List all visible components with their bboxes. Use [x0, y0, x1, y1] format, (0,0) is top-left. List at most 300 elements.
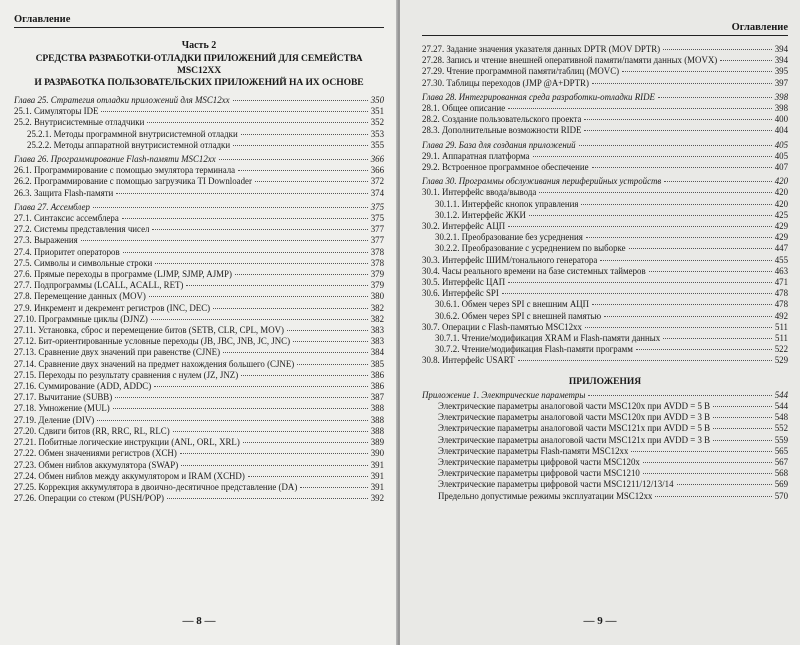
toc-entry-title: Глава 28. Интегрированная среда разработки-отладки RIDE	[422, 91, 655, 102]
dot-leader	[149, 296, 368, 297]
toc-entry-title: 27.14. Сравнение двух значений на предмет нахождения большего (CJNE)	[14, 358, 295, 369]
toc-entry-title: 27.15. Переходы по результату сравнения с нулем (JZ, JNZ)	[14, 369, 239, 380]
toc-entry-title: 30.6.2. Обмен через SPI с внешней памятью	[435, 310, 602, 321]
toc-entry	[14, 188, 384, 199]
toc-entry	[14, 165, 384, 176]
dot-leader	[713, 417, 772, 418]
toc-entry-title: 27.23. Обмен ниблов аккумулятора (SWAP)	[14, 459, 179, 470]
toc-entry	[422, 435, 788, 446]
toc-entry-page: 397	[774, 77, 788, 88]
toc-entry-page: 375	[370, 213, 384, 224]
dot-leader	[518, 360, 772, 361]
toc-entry	[14, 325, 384, 336]
toc-entry-page: 391	[370, 481, 384, 492]
toc-entry	[14, 460, 384, 471]
toc-entry-title: 28.3. Дополнительные возможности RIDE	[422, 125, 582, 136]
toc-entry	[422, 344, 788, 355]
toc-entry-page: 478	[774, 288, 788, 299]
toc-entry-title: 30.7. Операции с Flash-памятью MSC12xx	[422, 321, 582, 332]
toc-chapter-entry	[422, 176, 788, 187]
toc-entry-title: 26.1. Программирование с помощью эмулятора терминала	[14, 165, 236, 176]
toc-chapter-entry	[14, 202, 384, 213]
toc-entry	[422, 288, 788, 299]
dot-leader	[241, 375, 368, 376]
toc-entry-title: 27.6. Прямые переходы в программе (LJMP, SJMP, AJMP)	[14, 269, 232, 280]
toc-entry-title: 30.6. Интерфейс SPI	[422, 288, 499, 299]
toc-entry	[14, 269, 384, 280]
dot-leader	[604, 316, 772, 317]
toc-entry-title: 27.3. Выражения	[14, 235, 78, 246]
appendix-list	[422, 390, 788, 502]
right-page	[400, 0, 800, 645]
toc-entry	[14, 471, 384, 482]
toc-entry-title: Электрические параметры аналоговой части MSC121x при AVDD = 3 В	[438, 434, 711, 445]
toc-entry-title: 27.13. Сравнение двух значений при равенстве (CJNE)	[14, 347, 221, 358]
toc-entry-page: 492	[774, 310, 788, 321]
toc-entry-page: 351	[370, 106, 384, 117]
toc-entry	[422, 187, 788, 198]
dot-leader	[592, 83, 772, 84]
toc-entry-page: 388	[370, 414, 384, 425]
toc-entry-page: 569	[774, 479, 788, 490]
toc-entry	[422, 125, 788, 136]
toc-entry-title: 27.10. Программные циклы (DJNZ)	[14, 313, 148, 324]
toc-entry	[422, 491, 788, 502]
dot-leader	[664, 181, 771, 182]
toc-entry-page: 390	[370, 448, 384, 459]
toc-entry	[14, 392, 384, 403]
toc-entry-title: Электрические параметры аналоговой части MSC120x при AVDD = 3 В	[438, 412, 711, 423]
toc-entry-page: 544	[774, 389, 788, 400]
toc-entry-title: 30.1. Интерфейс ввода/вывода	[422, 187, 537, 198]
toc-entry-title: 29.2. Встроенное программное обеспечение	[422, 162, 589, 173]
dot-leader	[636, 349, 772, 350]
dot-leader	[173, 431, 368, 432]
header-title: Оглавление	[731, 22, 788, 33]
dot-leader	[588, 395, 771, 396]
toc-entry	[422, 333, 788, 344]
toc-entry-title: 27.9. Инкремент и декремент регистров (INC, DEC)	[14, 302, 211, 313]
toc-entry-title: Электрические параметры аналоговой части MSC120x при AVDD = 5 В	[438, 400, 711, 411]
toc-entry-page: 570	[774, 490, 788, 501]
part-number: Часть 2	[181, 40, 217, 51]
dot-leader	[93, 207, 368, 208]
toc-entry-page: 511	[775, 321, 788, 332]
toc-entry	[14, 224, 384, 235]
dot-leader	[233, 145, 368, 146]
toc-entry-title: 27.29. Чтение программной памяти/таблиц (MOVC)	[422, 66, 620, 77]
toc-entry-page: 377	[370, 235, 384, 246]
toc-entry-title: 27.20. Сдвиги битов (RR, RRC, RL, RLC)	[14, 425, 170, 436]
toc-entry-page: 400	[774, 114, 788, 125]
running-header	[14, 14, 384, 28]
dot-leader	[233, 100, 368, 101]
toc-entry	[14, 213, 384, 224]
toc-entry	[422, 243, 788, 254]
toc-entry-page: 391	[370, 459, 384, 470]
toc-entry-title: 27.25. Коррекция аккумулятора в двоично-десятичное представление (DA)	[14, 481, 298, 492]
toc-entry	[422, 401, 788, 412]
toc-entry	[422, 232, 788, 243]
toc-entry-title: 27.24. Обмен ниблов между аккумулятором и IRAM (XCHD)	[14, 470, 245, 481]
toc-entry-title: 25.1. Симуляторы IDE	[14, 106, 99, 117]
toc-entry-page: 447	[774, 243, 788, 254]
toc-entry-title: 25.2.1. Методы программной внутрисистемной отладки	[27, 128, 238, 139]
toc-entry-page: 378	[370, 246, 384, 257]
toc-entry-title: 28.2. Создание пользовательского проекта	[422, 114, 582, 125]
toc-entry	[422, 446, 788, 457]
toc-entry-page: 394	[774, 55, 788, 66]
dot-leader	[584, 119, 771, 120]
toc-entry-title: Глава 30. Программы обслуживания периферийных устройств	[422, 176, 662, 187]
dot-leader	[97, 420, 367, 421]
dot-leader	[592, 167, 772, 168]
toc-entry	[14, 303, 384, 314]
toc-entry	[14, 437, 384, 448]
toc-chapter-entry	[422, 92, 788, 103]
toc-entry-title: 27.2. Системы представления чисел	[14, 224, 150, 235]
page-number: — 8 —	[182, 615, 216, 627]
toc-chapter-entry	[14, 95, 384, 106]
toc-entry	[14, 370, 384, 381]
dot-leader	[643, 462, 772, 463]
dot-leader	[655, 496, 771, 497]
toc-entry	[422, 55, 788, 66]
toc-entry-title: 27.8. Перемещение данных (MOV)	[14, 291, 146, 302]
toc-entry-title: 30.2.2. Преобразование с усреднением по выборке	[435, 243, 626, 254]
toc-entry-page: 355	[370, 139, 384, 150]
toc-entry-page: 383	[370, 325, 384, 336]
dot-leader	[122, 218, 368, 219]
toc-entry-title: Электрические параметры цифровой части MSC120x	[438, 456, 640, 467]
toc-entry-title: Приложение 1. Электрические параметры	[422, 389, 586, 400]
toc-entry	[422, 412, 788, 423]
dot-leader	[235, 274, 368, 275]
toc-entry	[14, 235, 384, 246]
dot-leader	[243, 442, 368, 443]
toc-entry	[422, 468, 788, 479]
toc-entry-page: 568	[774, 468, 788, 479]
dot-leader	[101, 111, 367, 112]
dot-leader	[81, 240, 368, 241]
toc-entry-title: Глава 25. Стратегия отладки приложений для MSC12xx	[14, 95, 230, 105]
toc-entry	[14, 106, 384, 117]
toc-entry	[14, 129, 384, 140]
dot-leader	[649, 271, 772, 272]
toc-entry-title: 30.7.2. Чтение/модификация Flash-памяти программ	[435, 344, 633, 355]
toc-entry	[422, 199, 788, 210]
dot-leader	[154, 386, 368, 387]
dot-leader	[585, 327, 772, 328]
toc-entry	[422, 299, 788, 310]
toc-entry-page: 352	[370, 117, 384, 128]
toc-entry-page: 382	[370, 313, 384, 324]
dot-leader	[508, 226, 771, 227]
toc-entry-page: 471	[774, 277, 788, 288]
dot-leader	[663, 338, 772, 339]
dot-leader	[241, 134, 368, 135]
toc-entry	[422, 151, 788, 162]
toc-entry	[422, 355, 788, 366]
toc-entry-page: 388	[370, 425, 384, 436]
toc-entry-title: 30.1.1. Интерфейс кнопок управления	[435, 198, 579, 209]
dot-leader	[151, 319, 368, 320]
toc-entry-title: 28.1. Общее описание	[422, 103, 506, 114]
toc-entry-title: 27.11. Установка, сброс и перемещение битов (SETB, CLR, CPL, MOV)	[14, 325, 284, 336]
toc-entry-page: 388	[370, 403, 384, 414]
toc-entry-page: 387	[370, 392, 384, 403]
dot-leader	[147, 122, 367, 123]
toc-entry-page: 375	[370, 201, 384, 212]
dot-leader	[219, 159, 368, 160]
toc-entry	[14, 280, 384, 291]
toc-entry-page: 420	[774, 187, 788, 198]
dot-leader	[720, 60, 771, 61]
toc-entry-title: 30.3. Интерфейс ШИМ/тонального генератора	[422, 254, 598, 265]
dot-leader	[167, 498, 368, 499]
dot-leader	[255, 181, 368, 182]
toc-entry-title: 30.8. Интерфейс USART	[422, 355, 515, 366]
toc-entry-page: 405	[774, 139, 788, 150]
toc-entry-page: 379	[370, 280, 384, 291]
toc-entry	[14, 336, 384, 347]
dot-leader	[713, 428, 772, 429]
toc-entry	[14, 403, 384, 414]
toc-entry-title: 27.30. Таблицы переходов (JMP @A+DPTR)	[422, 77, 589, 88]
dot-leader	[533, 156, 772, 157]
toc-entry	[14, 448, 384, 459]
toc-entry-page: 350	[370, 95, 384, 105]
toc-entry-title: 27.18. Умножение (MUL)	[14, 403, 110, 414]
toc-entry-title: 27.19. Деление (DIV)	[14, 414, 95, 425]
toc-chapter-entry	[422, 390, 788, 401]
toc-entry-title: 26.2. Программирование с помощью загрузчика TI Downloader	[14, 176, 252, 187]
toc-entry-page: 385	[370, 358, 384, 369]
dot-leader	[529, 215, 772, 216]
toc-entry	[14, 347, 384, 358]
toc-entry-page: 565	[774, 445, 788, 456]
toc-entry	[422, 78, 788, 89]
toc-entry	[422, 103, 788, 114]
toc-entry-page: 386	[370, 369, 384, 380]
toc-entry-page: 374	[370, 187, 384, 198]
toc-entry-title: 27.26. Операции со стеком (PUSH/POP)	[14, 493, 165, 504]
toc-entry-page: 398	[774, 91, 788, 102]
dot-leader	[113, 408, 368, 409]
toc-list	[422, 44, 788, 367]
dot-leader	[658, 97, 772, 98]
dot-leader	[248, 476, 368, 477]
toc-entry-title: 26.3. Защита Flash-памяти	[14, 187, 114, 198]
toc-entry	[422, 162, 788, 173]
toc-entry-page: 425	[774, 209, 788, 220]
toc-entry	[422, 255, 788, 266]
toc-entry-page: 544	[774, 400, 788, 411]
toc-entry-page: 379	[370, 269, 384, 280]
dot-leader	[213, 308, 368, 309]
toc-entry	[422, 479, 788, 490]
dot-leader	[581, 204, 771, 205]
toc-entry-page: 353	[370, 128, 384, 139]
toc-entry-title: 27.5. Символы и символьные строки	[14, 257, 153, 268]
dot-leader	[238, 170, 368, 171]
toc-chapter-entry	[14, 154, 384, 165]
dot-leader	[502, 293, 772, 294]
toc-entry	[422, 266, 788, 277]
dot-leader	[629, 248, 772, 249]
toc-entry-title: 30.6.1. Обмен через SPI с внешним АЦП	[435, 299, 590, 310]
toc-entry-page: 366	[370, 165, 384, 176]
toc-entry	[14, 258, 384, 269]
toc-entry	[14, 426, 384, 437]
toc-entry-title: Электрические параметры цифровой части MSC1210	[438, 468, 640, 479]
toc-entry-page: 429	[774, 221, 788, 232]
dot-leader	[508, 108, 772, 109]
dot-leader	[293, 341, 368, 342]
toc-entry-title: 27.4. Приоритет операторов	[14, 246, 120, 257]
dot-leader	[186, 285, 367, 286]
toc-entry-title: 30.4. Часы реального времени на базе системных таймеров	[422, 265, 646, 276]
toc-entry-title: 30.5. Интерфейс ЦАП	[422, 277, 506, 288]
toc-entry	[14, 140, 384, 151]
toc-entry-title: Глава 27. Ассемблер	[14, 201, 90, 212]
toc-entry-page: 548	[774, 412, 788, 423]
toc-entry-page: 529	[774, 355, 788, 366]
dot-leader	[300, 487, 367, 488]
toc-entry	[14, 381, 384, 392]
toc-entry-page: 405	[774, 150, 788, 161]
toc-entry-page: 522	[774, 344, 788, 355]
part-title	[14, 53, 384, 89]
dot-leader	[643, 473, 772, 474]
dot-leader	[713, 406, 772, 407]
dot-leader	[586, 237, 772, 238]
toc-entry-title: 27.16. Суммирование (ADD, ADDC)	[14, 381, 152, 392]
running-header	[422, 22, 788, 36]
dot-leader	[115, 397, 368, 398]
dot-leader	[297, 364, 367, 365]
toc-entry-page: 420	[774, 198, 788, 209]
dot-leader	[152, 229, 367, 230]
toc-entry-page: 392	[370, 493, 384, 504]
toc-entry	[422, 457, 788, 468]
toc-entry	[14, 493, 384, 504]
toc-entry-title: Электрические параметры Flash-памяти MSC12xx	[438, 445, 629, 456]
toc-entry-title: Электрические параметры аналоговой части MSC121x при AVDD = 5 В	[438, 423, 711, 434]
toc-entry	[14, 247, 384, 258]
page-number: — 9 —	[583, 615, 617, 627]
toc-entry-title: 27.7. Подпрограммы (LCALL, ACALL, RET)	[14, 280, 184, 291]
toc-entry	[422, 311, 788, 322]
toc-entry-title: 27.28. Запись и чтение внешней оперативной памяти/памяти данных (MOVX)	[422, 55, 718, 66]
toc-entry-title: 27.22. Обмен значениями регистров (XCH)	[14, 448, 177, 459]
toc-entry-title: 25.2.2. Методы аппаратной внутрисистемной отладки	[27, 139, 231, 150]
dot-leader	[123, 252, 368, 253]
dot-leader	[631, 451, 771, 452]
toc-entry-page: 394	[774, 44, 788, 54]
toc-entry-title: 27.1. Синтаксис ассемблера	[14, 213, 119, 224]
toc-entry	[14, 359, 384, 370]
toc-entry-page: 463	[774, 265, 788, 276]
toc-entry-page: 559	[774, 434, 788, 445]
toc-entry-page: 404	[774, 125, 788, 136]
toc-entry-title: 27.21. Побитные логические инструкции (ANL, ORL, XRL)	[14, 437, 240, 448]
dot-leader	[584, 130, 771, 131]
toc-entry	[422, 277, 788, 288]
toc-entry-page: 398	[774, 103, 788, 114]
toc-entry-page: 384	[370, 347, 384, 358]
toc-entry	[422, 322, 788, 333]
dot-leader	[508, 282, 771, 283]
toc-entry-page: 455	[774, 254, 788, 265]
toc-entry	[422, 221, 788, 232]
toc-entry	[14, 415, 384, 426]
toc-entry-page: 407	[774, 162, 788, 173]
toc-entry-title: 30.7.1. Чтение/модификация XRAM и Flash-памяти данных	[435, 333, 661, 344]
toc-entry	[14, 482, 384, 493]
toc-entry-page: 366	[370, 154, 384, 165]
toc-entry-title: 27.27. Задание значения указателя данных DPTR (MOV DPTR)	[422, 44, 661, 54]
toc-entry	[422, 210, 788, 221]
toc-entry-page: 478	[774, 299, 788, 310]
dot-leader	[181, 465, 368, 466]
toc-entry-title: 30.2.1. Преобразование без усреднения	[435, 232, 583, 243]
toc-entry-title: Предельно допустимые режимы эксплуатации MSC12xx	[438, 490, 653, 501]
dot-leader	[622, 71, 772, 72]
toc-entry-title: 30.2. Интерфейс АЦП	[422, 221, 506, 232]
toc-entry-title: 29.1. Аппаратная платформа	[422, 150, 530, 161]
dot-leader	[539, 192, 771, 193]
dot-leader	[116, 193, 367, 194]
toc-entry-page: 383	[370, 336, 384, 347]
header-title: Оглавление	[14, 14, 71, 25]
dot-leader	[677, 484, 772, 485]
toc-entry-page: 552	[774, 423, 788, 434]
toc-entry	[14, 117, 384, 128]
appendices-title: ПРИЛОЖЕНИЯ	[568, 376, 642, 387]
dot-leader	[592, 304, 772, 305]
toc-entry	[14, 291, 384, 302]
part-title-line: СРЕДСТВА РАЗРАБОТКИ-ОТЛАДКИ ПРИЛОЖЕНИЙ ДЛЯ СЕМЕЙСТВА MSC12XX	[35, 53, 363, 76]
toc-entry-page: 429	[774, 232, 788, 243]
toc-entry-page: 380	[370, 291, 384, 302]
toc-entry-title: 25.2. Внутрисистемные отладчики	[14, 117, 145, 128]
dot-leader	[663, 49, 772, 50]
toc-entry-page: 389	[370, 437, 384, 448]
toc-entry-title: Глава 26. Программирование Flash-памяти MSC12xx	[14, 154, 216, 165]
toc-list	[14, 95, 384, 504]
toc-entry-page: 377	[370, 224, 384, 235]
toc-entry-title: Глава 29. База для создания приложений	[422, 139, 576, 150]
toc-entry-page: 511	[775, 333, 788, 344]
part-title-line: И РАЗРАБОТКА ПОЛЬЗОВАТЕЛЬСКИХ ПРИЛОЖЕНИЙ НА ИХ ОСНОВЕ	[34, 77, 364, 88]
dot-leader	[287, 330, 368, 331]
toc-entry-page: 391	[370, 470, 384, 481]
toc-entry	[422, 423, 788, 434]
dot-leader	[600, 260, 771, 261]
toc-entry	[422, 66, 788, 77]
toc-entry-page: 386	[370, 381, 384, 392]
toc-entry-page: 378	[370, 257, 384, 268]
toc-entry	[422, 44, 788, 55]
toc-entry	[422, 114, 788, 125]
dot-leader	[713, 440, 772, 441]
toc-entry-page: 382	[370, 302, 384, 313]
toc-entry-page: 395	[774, 66, 788, 77]
toc-entry-page: 420	[774, 176, 788, 187]
dot-leader	[223, 352, 368, 353]
toc-entry-title: 27.12. Бит-ориентированные условные переходы (JB, JBC, JNB, JC, JNC)	[14, 336, 291, 347]
